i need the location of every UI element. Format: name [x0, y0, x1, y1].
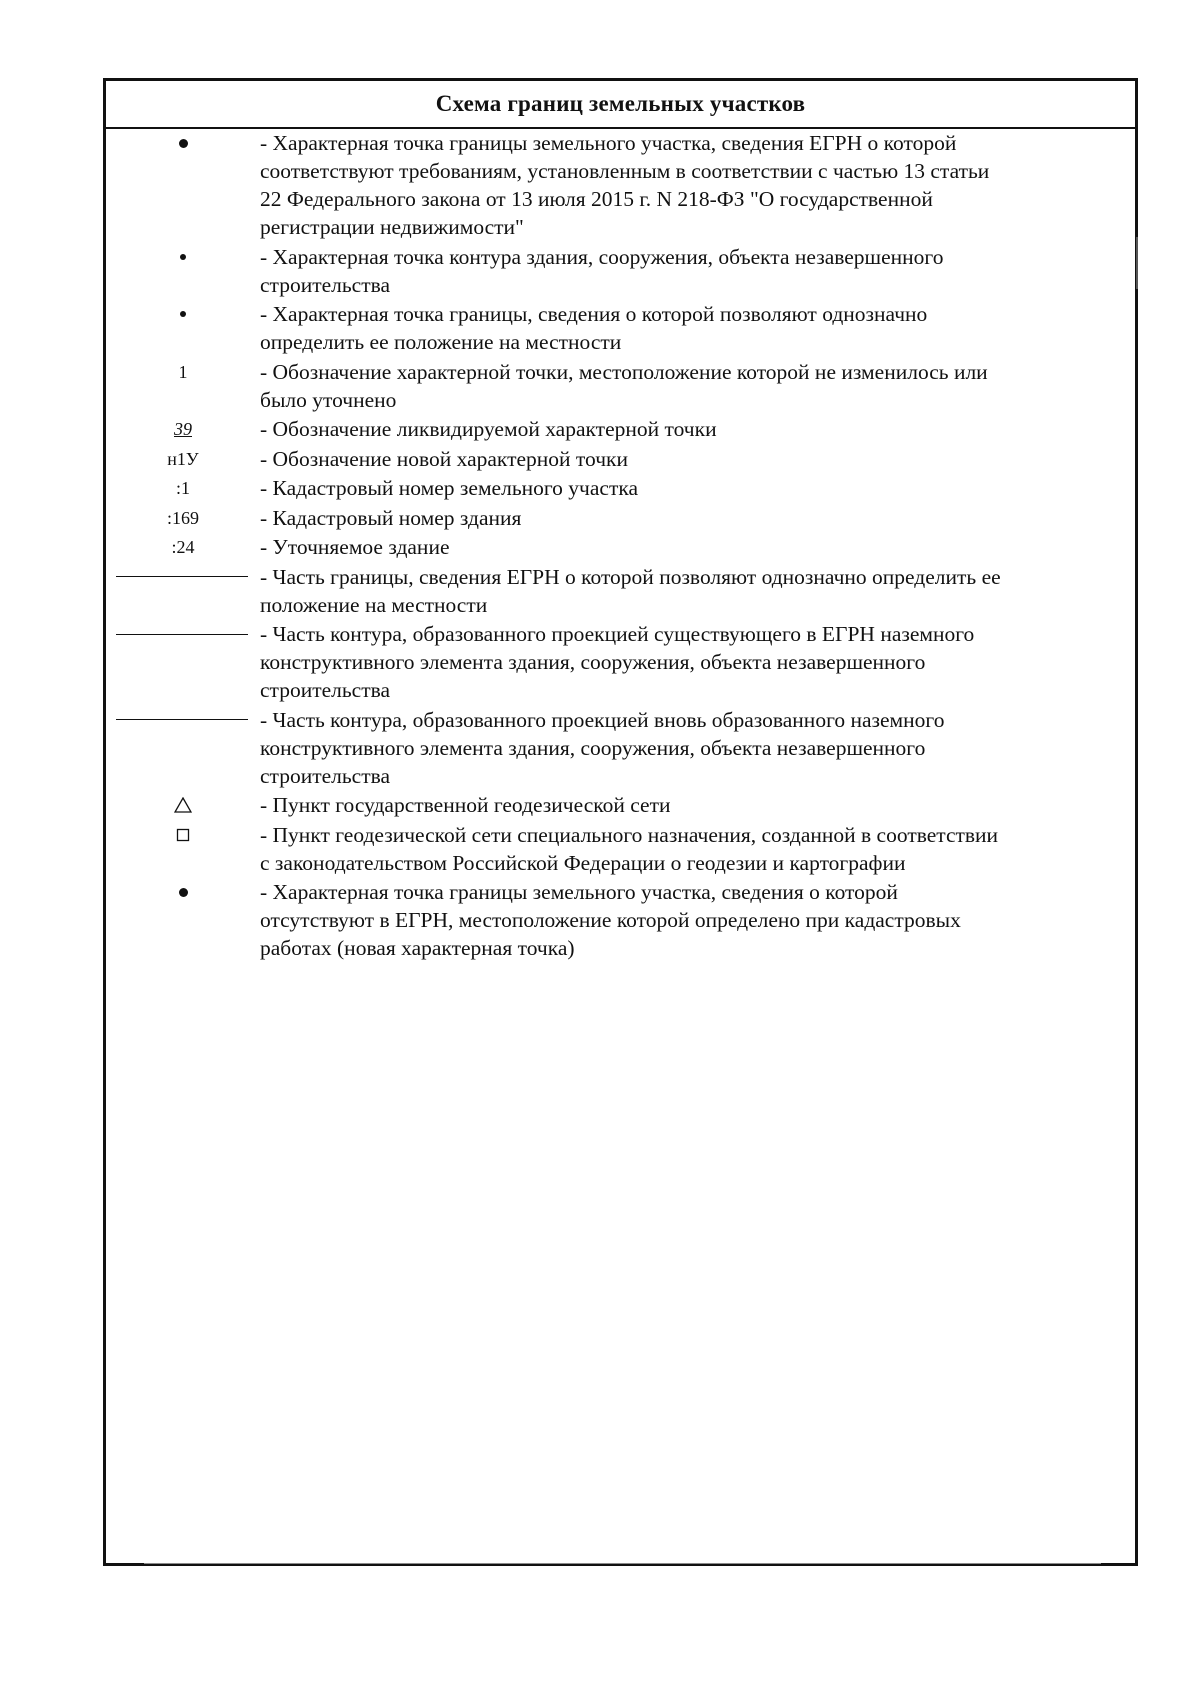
legend-row: [106, 243, 1135, 299]
legend-description: - Часть границы, сведения ЕГРН о которой позволяют однозначно определить ее положение на местности: [260, 564, 1001, 617]
legend-symbol: [106, 533, 260, 561]
symbol-label: 1: [178, 361, 188, 382]
symbol-label: 39: [174, 419, 192, 439]
legend-row: [106, 878, 1135, 962]
solid-line-icon: [116, 634, 248, 635]
legend-symbol: [106, 243, 260, 271]
legend-description: - Уточняемое здание: [260, 535, 450, 559]
legend-description: - Кадастровый номер земельного участка: [260, 476, 639, 500]
large-dot-icon: [179, 139, 188, 148]
legend-description: - Обозначение новой характерной точки: [260, 446, 628, 471]
legend-description: - Часть контура, образованного проекцией существующего в ЕГРН наземного конструктивного элемента здания, сооружения, объекта незавершенного строительства: [260, 622, 975, 702]
square-icon: [176, 828, 190, 842]
legend-row: [106, 415, 1135, 443]
legend-row: [106, 445, 1135, 473]
legend-row: [106, 474, 1135, 502]
symbol-label: :24: [171, 537, 195, 557]
legend-description: - Обозначение характерной точки, местоположение которой не изменилось или было уточнено: [260, 359, 988, 412]
legend-symbol: [106, 821, 260, 849]
legend-row: [106, 129, 1135, 241]
legend-description: - Характерная точка границы земельного участка, сведения ЕГРН о которой соответствуют требованиям, установленным в соответствии с частью 13 статьи 22 Федерального закона от 13 июля 2015 г. N 218-ФЗ "О государственной регистрации недвижимости": [260, 131, 990, 239]
legend-row: [106, 620, 1135, 704]
legend-row: [106, 504, 1135, 532]
legend-description: - Характерная точка границы земельного участка, сведения о которой отсутствуют в ЕГРН, местоположение которой определено при кадастровых работах (новая характерная точка): [260, 880, 961, 960]
legend-description: - Часть контура, образованного проекцией вновь образованного наземного конструктивного элемента здания, сооружения, объекта незавершенного строительства: [260, 707, 945, 788]
side-mark: [1136, 237, 1138, 289]
legend-symbol: [106, 706, 260, 734]
small-dot-icon: [180, 311, 186, 317]
legend-description: - Кадастровый номер здания: [260, 505, 522, 530]
legend-symbol: [106, 474, 260, 502]
symbol-label: :1: [175, 478, 190, 498]
legend-row: [106, 821, 1135, 877]
legend-description: - Характерная точка контура здания, сооружения, объекта незавершенного строительства: [260, 244, 944, 297]
legend-description: - Пункт государственной геодезической сети: [260, 793, 671, 817]
legend-symbol: [106, 358, 260, 386]
legend-symbol: [106, 620, 260, 648]
symbol-label: н1У: [167, 448, 199, 469]
legend-list: [106, 129, 1135, 964]
legend-symbol: [106, 878, 260, 906]
legend-row: [106, 533, 1135, 561]
bottom-rule: [144, 1563, 1101, 1564]
legend-symbol: [106, 415, 260, 443]
legend-symbol: [106, 129, 260, 157]
legend-row: [106, 706, 1135, 790]
solid-line-icon: [116, 576, 248, 577]
legend-symbol: [106, 445, 260, 473]
solid-line-icon: [116, 719, 248, 720]
small-dot-icon: [180, 254, 186, 260]
legend-description: - Характерная точка границы, сведения о которой позволяют однозначно определить ее положение на местности: [260, 302, 928, 354]
legend-row: [106, 563, 1135, 619]
legend-row: [106, 358, 1135, 414]
large-dot-icon: [179, 888, 188, 897]
legend-symbol: [106, 791, 260, 819]
legend-symbol: [106, 563, 260, 591]
triangle-icon: [174, 797, 192, 813]
legend-frame: [103, 78, 1138, 1566]
legend-row: [106, 791, 1135, 819]
legend-description: - Пункт геодезической сети специального назначения, созданной в соответствии с законодательством Российской Федерации о геодезии и картографии: [260, 822, 999, 875]
legend-symbol: [106, 300, 260, 328]
legend-row: [106, 300, 1135, 356]
document-title: Схема границ земельных участков: [106, 81, 1135, 129]
legend-symbol: [106, 504, 260, 532]
symbol-label: :169: [166, 507, 199, 528]
legend-description: - Обозначение ликвидируемой характерной точки: [260, 417, 717, 441]
